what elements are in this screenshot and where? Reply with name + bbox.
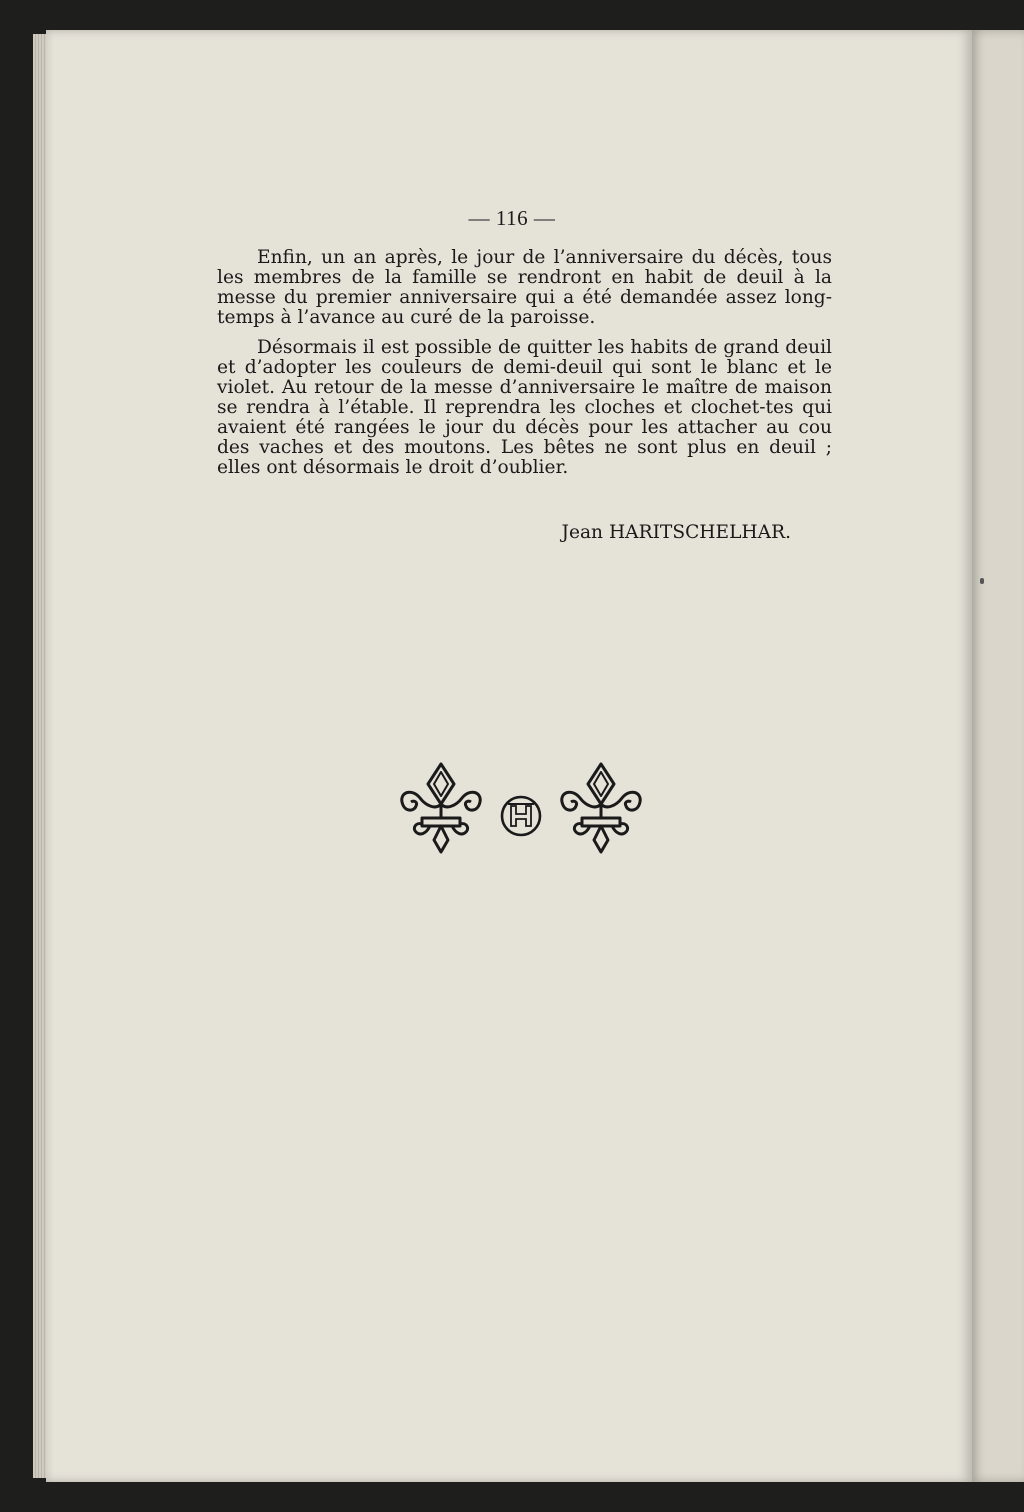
paragraph-1: Enfin, un an après, le jour de l’anniversaire du décès, tous les membres de la famille se rendront en habit de deuil à la messe du premier anniversaire qui a été demandée assez long-temps à l’avance au curé de la paroisse. [217, 247, 832, 328]
medallion-h-icon [502, 797, 540, 835]
gutter-mark [980, 578, 984, 584]
author-signature: Jean HARITSCHELHAR. [561, 522, 791, 543]
paragraph-2: Désormais il est possible de quitter les habits de grand deuil et d’adopter les couleurs de demi-deuil qui sont le blanc et le violet. Au retour de la messe d’anniversaire le maître de maison se rendra à l’étable. Il reprendra les cloches et clochet-tes qui avaient été rangées le jour du décès pour les attacher au cou des vaches et des moutons. Les bêtes ne sont plus en deuil ; elles ont désormais le droit d’oublier. [217, 337, 832, 478]
facing-page-edge [970, 30, 1024, 1482]
fleur-de-lis-icon [562, 764, 640, 852]
page-number: — 116 — [468, 206, 556, 230]
body-text [217, 248, 832, 478]
closing-ornament [396, 758, 646, 858]
fleur-de-lis-icon [402, 764, 480, 852]
page [46, 30, 972, 1482]
